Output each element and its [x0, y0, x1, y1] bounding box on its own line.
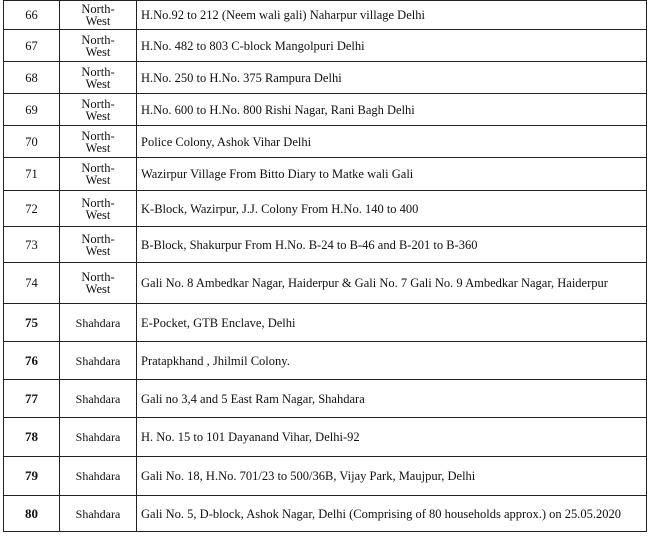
district: Shahdara	[60, 380, 137, 418]
district: Shahdara	[60, 418, 137, 457]
location: Gali No. 8 Ambedkar Nagar, Haiderpur & Gali No. 7 Gali No. 9 Ambedkar Nagar, Haiderpur	[137, 263, 647, 304]
district: North- West	[60, 158, 137, 191]
district: North- West	[60, 227, 137, 263]
table-row	[4, 263, 647, 304]
table-row	[4, 126, 647, 158]
serial-number: 71	[4, 158, 60, 191]
district: North- West	[60, 62, 137, 94]
location: K-Block, Wazirpur, J.J. Colony From H.No. 140 to 400	[137, 191, 647, 227]
table-row	[4, 380, 647, 418]
location: Pratapkhand , Jhilmil Colony.	[137, 342, 647, 380]
location: H.No. 600 to H.No. 800 Rishi Nagar, Rani Bagh Delhi	[137, 94, 647, 126]
district: Shahdara	[60, 496, 137, 532]
district: North- West	[60, 1, 137, 30]
location: Gali No. 18, H.No. 701/23 to 500/36B, Vijay Park, Maujpur, Delhi	[137, 457, 647, 496]
district: North- West	[60, 191, 137, 227]
district: Shahdara	[60, 304, 137, 342]
location: H.No.92 to 212 (Neem wali gali) Naharpur village Delhi	[137, 1, 647, 30]
location: Police Colony, Ashok Vihar Delhi	[137, 126, 647, 158]
serial-number: 75	[4, 304, 60, 342]
district: North- West	[60, 126, 137, 158]
serial-number: 76	[4, 342, 60, 380]
location: B-Block, Shakurpur From H.No. B-24 to B-46 and B-201 to B-360	[137, 227, 647, 263]
table-row	[4, 496, 647, 532]
table-row	[4, 227, 647, 263]
serial-number: 68	[4, 62, 60, 94]
table-row	[4, 94, 647, 126]
location: H.No. 250 to H.No. 375 Rampura Delhi	[137, 62, 647, 94]
containment-zones-table	[3, 0, 647, 532]
location: Gali No. 5, D-block, Ashok Nagar, Delhi (Comprising of 80 households approx.) on 25.05.2020	[137, 496, 647, 532]
table-row	[4, 62, 647, 94]
serial-number: 79	[4, 457, 60, 496]
table-row	[4, 30, 647, 62]
serial-number: 74	[4, 263, 60, 304]
table-row	[4, 158, 647, 191]
serial-number: 72	[4, 191, 60, 227]
serial-number: 73	[4, 227, 60, 263]
location: Gali no 3,4 and 5 East Ram Nagar, Shahdara	[137, 380, 647, 418]
location: Wazirpur Village From Bitto Diary to Matke wali Gali	[137, 158, 647, 191]
table-row	[4, 418, 647, 457]
serial-number: 69	[4, 94, 60, 126]
district: North- West	[60, 263, 137, 304]
district: Shahdara	[60, 457, 137, 496]
table-row	[4, 342, 647, 380]
location: H. No. 15 to 101 Dayanand Vihar, Delhi-92	[137, 418, 647, 457]
serial-number: 78	[4, 418, 60, 457]
district: North- West	[60, 94, 137, 126]
table-row	[4, 304, 647, 342]
table-row	[4, 191, 647, 227]
district: Shahdara	[60, 342, 137, 380]
district: North- West	[60, 30, 137, 62]
serial-number: 77	[4, 380, 60, 418]
serial-number: 67	[4, 30, 60, 62]
table-row	[4, 1, 647, 30]
serial-number: 70	[4, 126, 60, 158]
table-row	[4, 457, 647, 496]
serial-number: 66	[4, 1, 60, 30]
location: E-Pocket, GTB Enclave, Delhi	[137, 304, 647, 342]
location: H.No. 482 to 803 C-block Mangolpuri Delhi	[137, 30, 647, 62]
serial-number: 80	[4, 496, 60, 532]
